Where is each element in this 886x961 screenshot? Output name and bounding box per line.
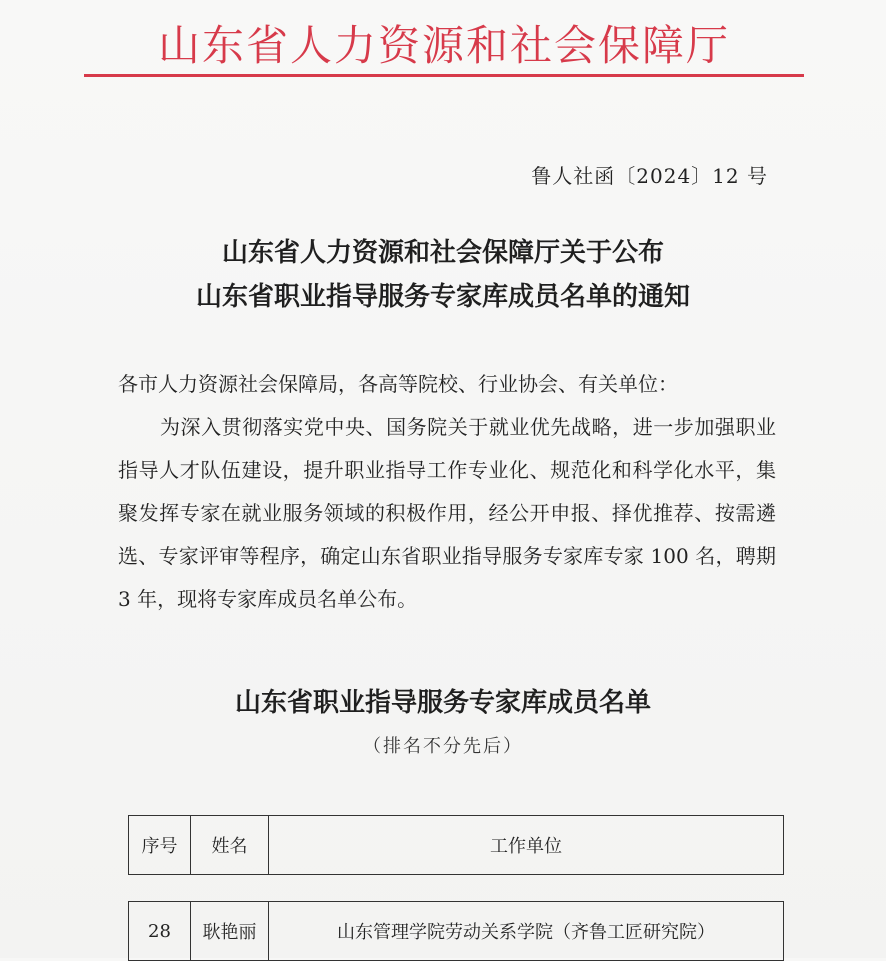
list-subtitle: （排名不分先后） — [363, 736, 523, 757]
list-title: 山东省职业指导服务专家库成员名单 — [234, 688, 651, 718]
letterhead-red-rule — [84, 74, 804, 77]
table-row — [129, 902, 784, 961]
header-seq: 序号 — [129, 816, 191, 875]
letterhead-org-name: 山东省人力资源和社会保障厅 — [157, 21, 730, 70]
member-table-body — [128, 901, 784, 961]
header-name: 姓名 — [191, 816, 269, 875]
table-header-row — [129, 816, 784, 875]
document-number: 鲁人社函〔2024〕12 号 — [531, 164, 768, 188]
header-unit: 工作单位 — [269, 816, 784, 875]
row-name: 耿艳丽 — [191, 902, 269, 961]
row-unit: 山东管理学院劳动关系学院（齐鲁工匠研究院） — [269, 902, 784, 961]
notice-title-line-1: 山东省人力资源和社会保障厅关于公布 — [221, 238, 664, 268]
body-paragraph: 为深入贯彻落实党中央、国务院关于就业优先战略，进一步加强职业指导人才队伍建设，提升职业指导工作专业化、规范化和科学化水平，集聚发挥专家在就业服务领域的积极作用，经公开申报、择优推荐、按需遴选、专家评审等程序，确定山东省职业指导服务专家库专家 100 名，聘期 3 年，现将专家库成员名单公布。 — [118, 415, 776, 611]
member-table-header — [128, 815, 784, 875]
row-seq: 28 — [129, 902, 191, 961]
salutation: 各市人力资源社会保障局，各高等院校、行业协会、有关单位： — [118, 372, 678, 396]
notice-title-line-2: 山东省职业指导服务专家库成员名单的通知 — [195, 282, 690, 312]
